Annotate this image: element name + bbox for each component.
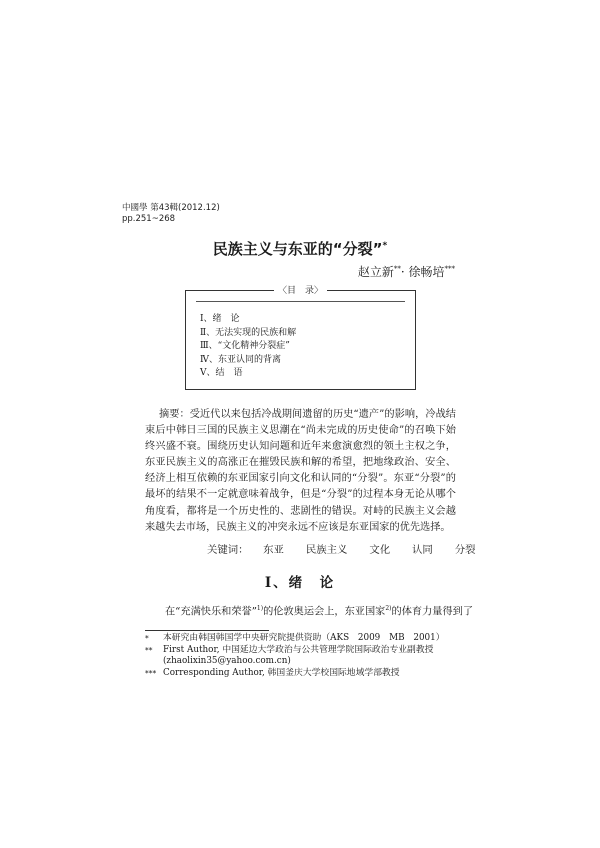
journal-info (122, 203, 220, 225)
paper-title (0, 238, 600, 259)
footnote-email: (zhaolixin35@yahoo.com.cn) (163, 656, 291, 666)
body-paragraph: 在“充满快乐和荣誉”$^{1)}$的伦敦奥运会上，东亚国家$^{2)}$的体育力量得到了 (165, 605, 474, 618)
journal-issue: 中國學 第43輯(2012.12) (122, 203, 220, 213)
footnote-ref-1: 1) (256, 605, 264, 612)
keywords: 关键词： 东亚 民族主义 文化 认同 分裂 (207, 544, 476, 556)
toc-item: Ⅴ、结 语 (200, 368, 243, 378)
author-separator: · (400, 265, 405, 279)
footnote-mark: ** (145, 645, 153, 655)
abstract: 摘要：受近代以来包括冷战期间遗留的历史“遗产”的影响，冷战结束后中韩日三国的民族主义思潮在“尚未完成的历史使命”的召唤下始终兴盛不衰。围绕历史认知问题和近年来愈演愈烈的领土主权之争，东亚民族主义的高涨正在摧毁民族和解的希望，把地缘政治、安全、经济上相互依赖的东亚国家引向文化和认同的“分裂”。东亚“分裂”的最坏的结果不一定就意味着战争，但是“分裂”的过程本身无论从哪个角度看，都将是一个历史性的、悲剧性的错误。对峙的民族主义会越来越失去市场，民族主义的冲突永远不应该是东亚国家的优先选择。 (145, 409, 456, 533)
footnote (145, 633, 456, 645)
toc-item: Ⅲ、“文化精神分裂症” (200, 341, 290, 351)
author-1: 赵立新 (357, 265, 394, 279)
footnote (145, 668, 456, 680)
toc-item: Ⅳ、东亚认同的背离 (200, 354, 281, 365)
footnote-text: Corresponding Author, 韩国釜庆大学校国际地域学部教授 (163, 667, 400, 678)
authors (358, 263, 455, 280)
title-footnote-mark: * (382, 241, 388, 251)
author-2: 徐畅培 (408, 265, 445, 279)
footnote (145, 645, 456, 657)
toc-list (200, 313, 296, 381)
toc-item: Ⅱ、无法实现的民族和解 (200, 327, 297, 338)
toc-header: 〈目 录〉 (186, 285, 415, 297)
toc-divider (196, 301, 405, 302)
toc-item: Ⅰ、绪 论 (200, 314, 240, 324)
footnote-divider (145, 630, 269, 631)
title-text: 民族主义与东亚的“分裂” (212, 240, 383, 258)
footnote-text: 本研究由韩国韩国学中央研究院提供资助（AKS 2009 MB 2001） (163, 633, 445, 643)
table-of-contents (185, 286, 416, 390)
footnote-text: First Author, 中国延边大学政治与公共管理学院国际政治专业副教授 (163, 644, 434, 655)
author-1-mark: ** (393, 265, 401, 273)
footnotes (145, 633, 456, 679)
section-heading: Ⅰ、绪 论 (264, 575, 336, 591)
footnote-mark: * (145, 634, 149, 643)
footnote-mark: *** (145, 668, 157, 678)
footnote-ref-2: 2) (385, 605, 392, 612)
author-2-mark: *** (444, 265, 455, 273)
page-range: pp.251~268 (122, 214, 176, 224)
